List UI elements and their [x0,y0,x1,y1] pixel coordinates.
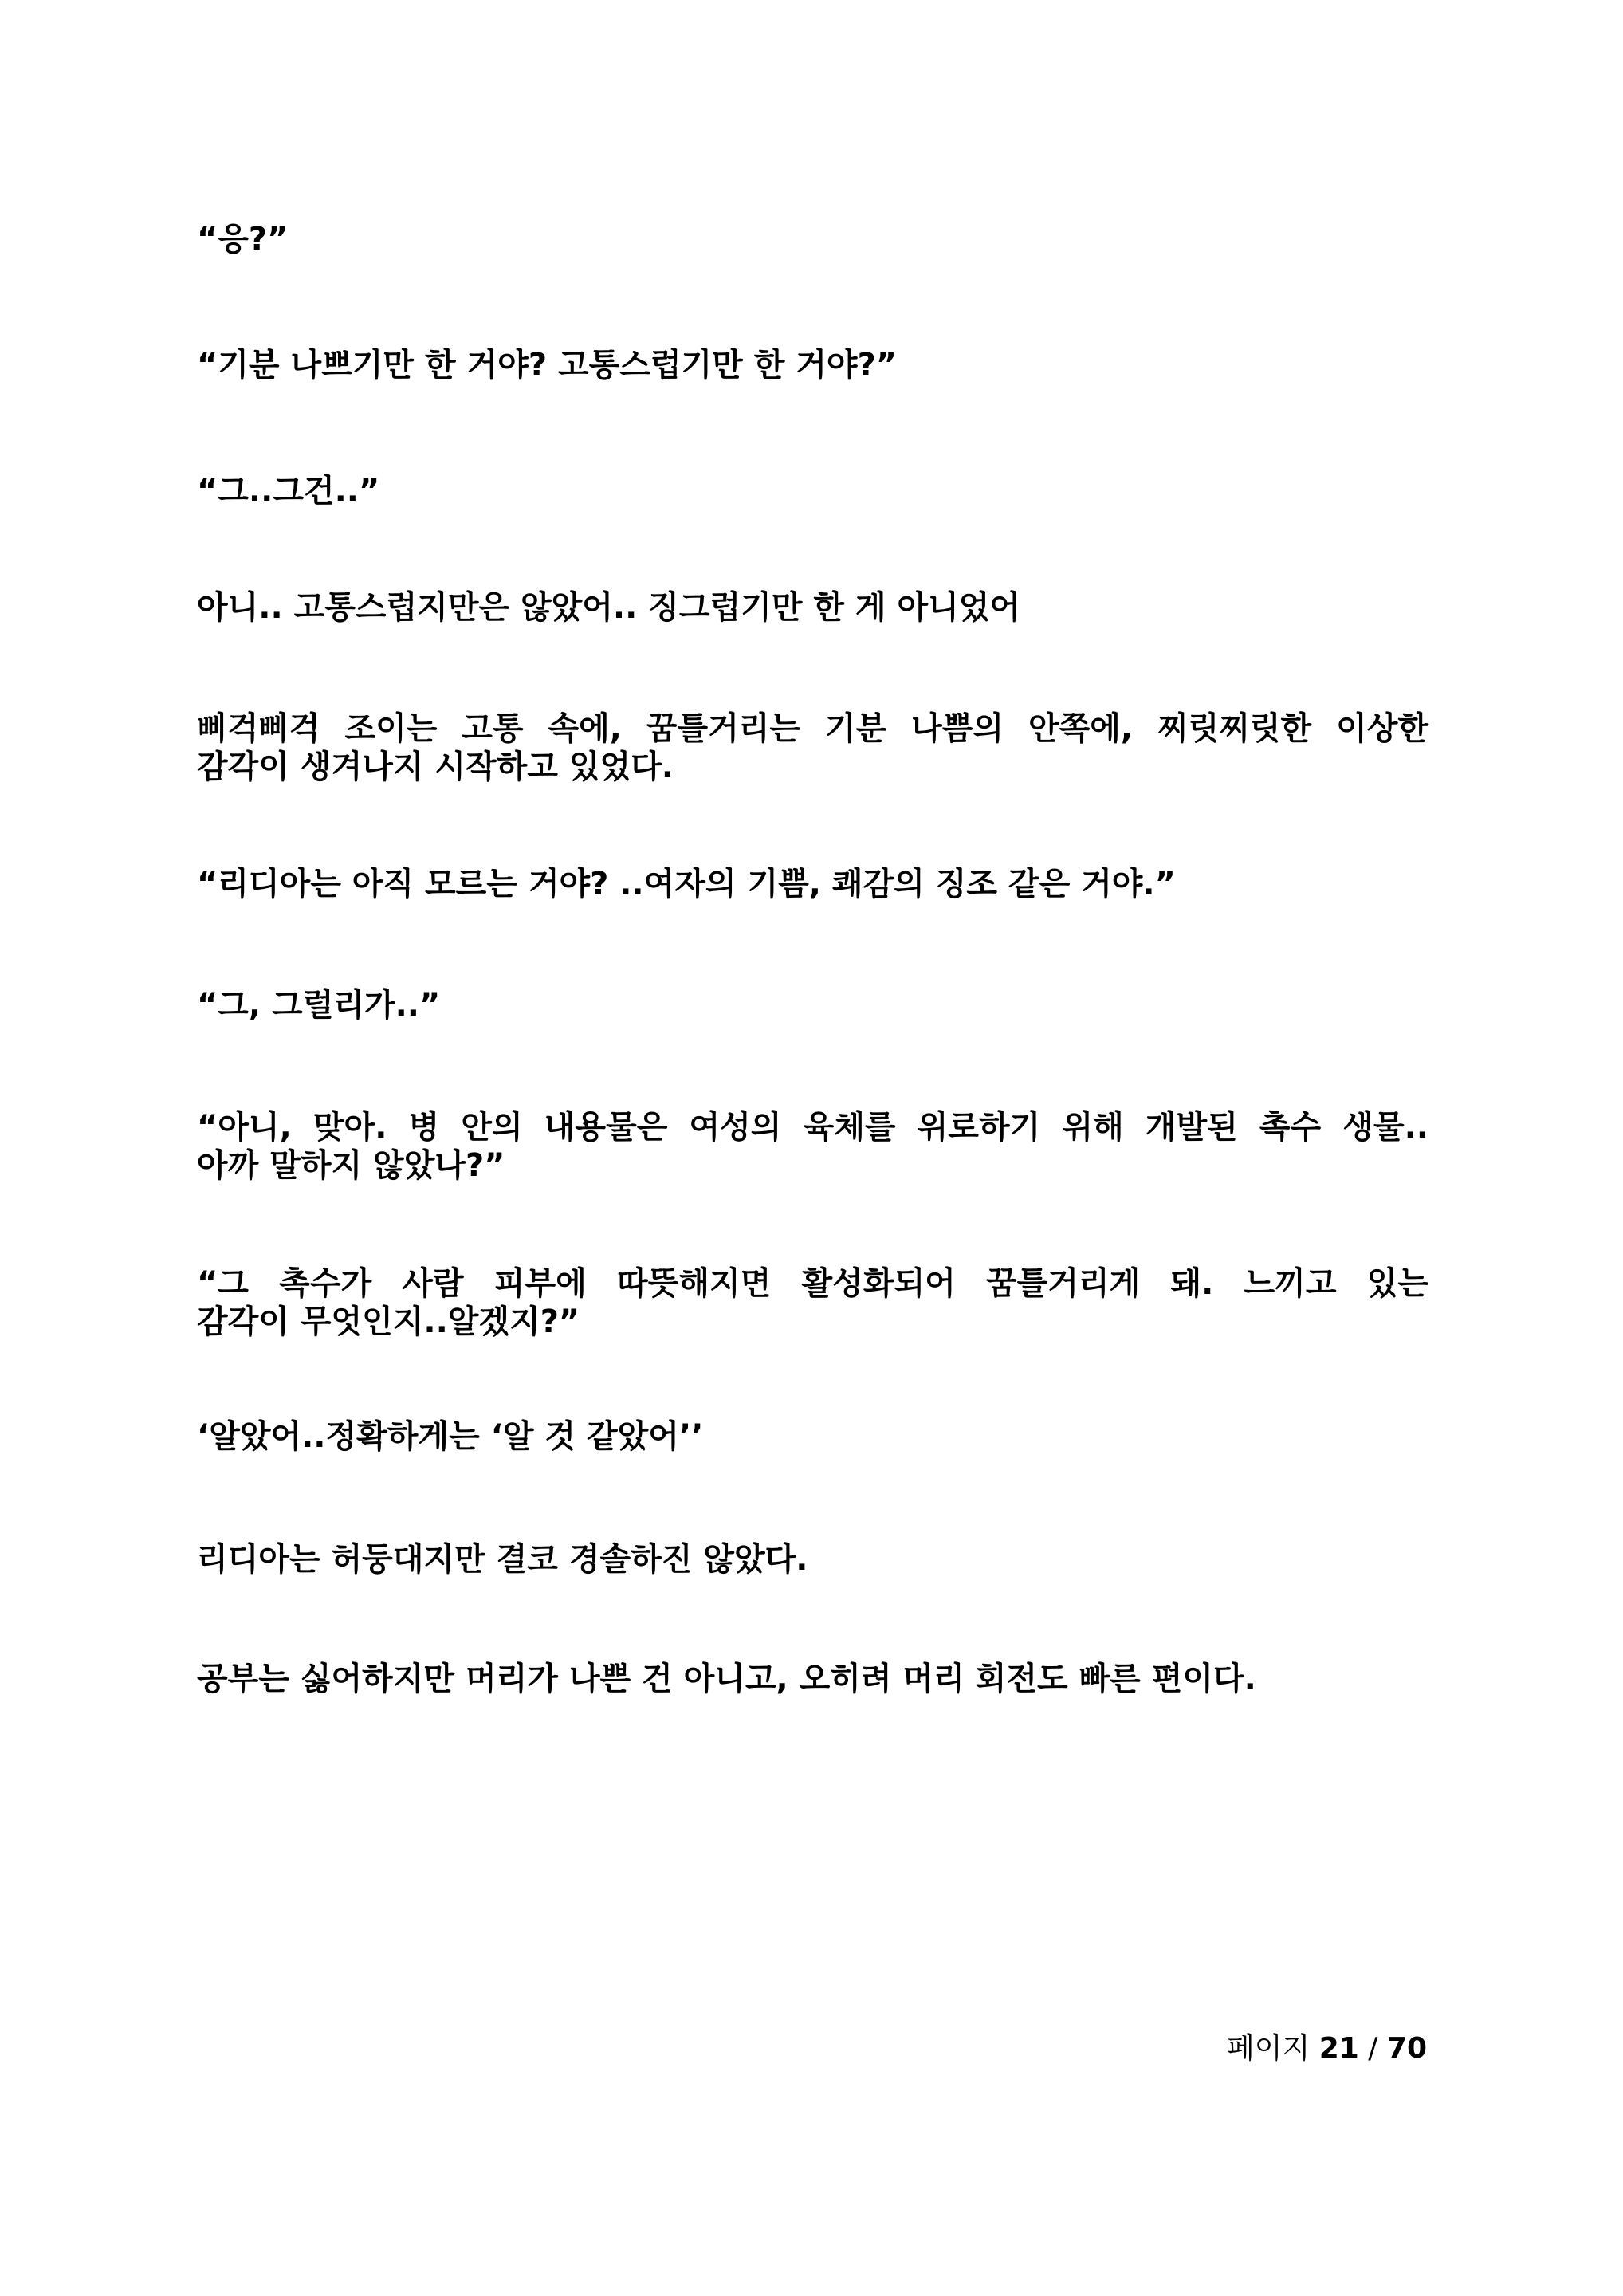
paragraph-line: 감각이 생겨나지 시작하고 있었다. [197,749,674,785]
paragraph-line: “그 촉수가 사람 피부에 따뜻해지면 활성화되어 꿈틀거리게 돼. 느끼고 있는 [197,1265,1428,1302]
page-footer [1227,2031,1427,2066]
paragraph: “그, 그럴리가..” [197,987,441,1024]
total-pages: 70 [1386,2032,1427,2065]
paragraph-line: “아니, 맞아. 병 안의 내용물은 여성의 육체를 위로하기 위해 개발된 촉수 생물.. [197,1109,1428,1146]
page-label: 페이지 [1226,2032,1311,2065]
paragraph [197,710,1428,786]
paragraph-line: 감각이 무엇인지..알겠지?” [197,1303,580,1340]
paragraph: “리디아는 아직 모르는 거야? ..여자의 기쁨, 쾌감의 징조 같은 거야.” [197,866,1176,902]
page-separator: / [1368,2032,1378,2065]
paragraph-line: 삐걱삐걱 조이는 고통 속에, 꿈틀거리는 기분 나쁨의 안쪽에, 찌릿찌릿한 이상한 [197,710,1428,747]
paragraph: “그..그건..” [197,473,380,509]
paragraph-line: 아까 말하지 않았나?” [197,1147,505,1184]
paragraph: “기분 나쁘기만 한 거야? 고통스럽기만 한 거야?” [197,347,898,383]
paragraph: 아니.. 고통스럽지만은 않았어.. 징그럽기만 한 게 아니었어 [197,589,1021,626]
current-page-number: 21 [1318,2032,1359,2065]
paragraph: “응?” [197,221,289,258]
paragraph: ‘알았어..정확하게는 ‘알 것 같았어’’ [197,1418,704,1455]
paragraph: 공부는 싫어하지만 머리가 나쁜 건 아니고, 오히려 머리 회전도 빠른 편이다. [197,1661,1256,1697]
paragraph [197,1264,1428,1341]
paragraph: 리디아는 허둥대지만 결코 경솔하진 않았다. [197,1541,808,1578]
paragraph [197,1108,1428,1185]
